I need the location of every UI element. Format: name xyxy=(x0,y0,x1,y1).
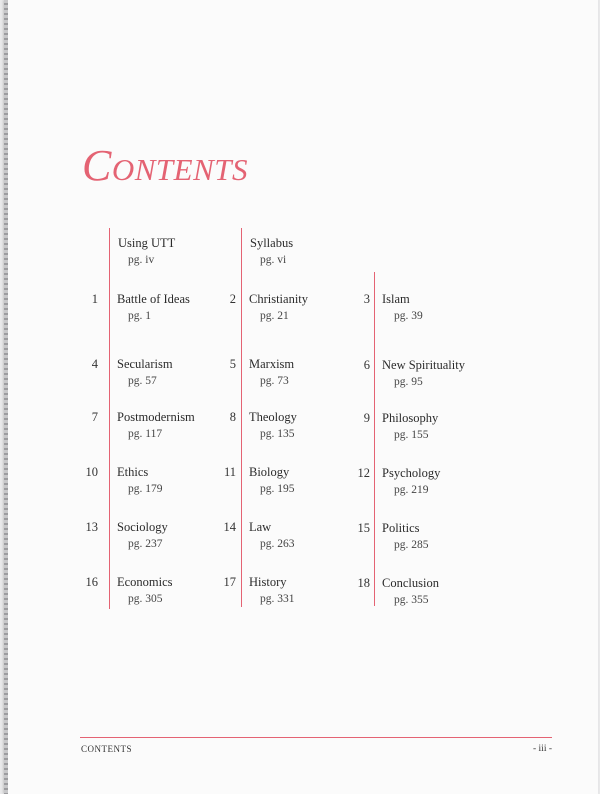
toc-chapter-title[interactable]: Theology xyxy=(249,410,297,424)
toc-chapter-number: 5 xyxy=(229,357,236,371)
toc-chapter-number: 16 xyxy=(85,575,98,589)
toc-chapter-page: pg. 117 xyxy=(128,428,163,440)
toc-chapter-page: pg. 1 xyxy=(128,310,151,322)
toc-chapter-page: pg. 179 xyxy=(128,483,163,495)
toc-chapter-page: pg. 355 xyxy=(394,594,429,606)
toc-chapter-title[interactable]: Marxism xyxy=(249,357,295,371)
toc-chapter-title[interactable]: Economics xyxy=(117,575,173,589)
toc-chapter-number: 4 xyxy=(91,357,98,371)
toc-frontmatter-page: pg. vi xyxy=(260,254,287,266)
toc-frontmatter-label[interactable]: Syllabus xyxy=(250,236,294,250)
spiral-binding-edge xyxy=(4,0,8,794)
toc-chapter-number: 13 xyxy=(85,520,98,534)
toc-chapter-page: pg. 39 xyxy=(394,310,423,322)
toc-chapter-number: 17 xyxy=(223,575,236,589)
toc-frontmatter-label[interactable]: Using UTT xyxy=(118,236,176,250)
toc-frontmatter-page: pg. iv xyxy=(128,254,155,266)
toc-chapter-page: pg. 95 xyxy=(394,376,423,388)
footer-section-label: CONTENTS xyxy=(81,744,132,754)
toc-chapter-title[interactable]: Postmodernism xyxy=(117,410,195,424)
toc-chapter-number: 10 xyxy=(85,465,98,479)
toc-chapter-number: 15 xyxy=(357,521,370,535)
toc-chapter-title[interactable]: Battle of Ideas xyxy=(117,292,190,306)
toc-chapter-title[interactable]: Biology xyxy=(249,465,290,479)
toc-chapter-page: pg. 195 xyxy=(260,483,295,495)
toc-chapter-number: 3 xyxy=(363,292,370,306)
toc-chapter-page: pg. 305 xyxy=(128,593,163,605)
toc-chapter-number: 12 xyxy=(357,466,370,480)
footer-rule xyxy=(80,737,552,738)
toc-chapter-title[interactable]: Ethics xyxy=(117,465,149,479)
toc-chapter-page: pg. 331 xyxy=(260,593,295,605)
toc-chapter-number: 9 xyxy=(363,411,370,425)
toc-chapter-number: 2 xyxy=(229,292,236,306)
column-rule-2 xyxy=(241,228,242,607)
toc-chapter-page: pg. 219 xyxy=(394,484,429,496)
toc-chapter-title[interactable]: Conclusion xyxy=(382,576,439,590)
toc-chapter-title[interactable]: Islam xyxy=(382,292,410,306)
toc-chapter-title[interactable]: New Spirituality xyxy=(382,358,465,372)
toc-chapter-number: 6 xyxy=(363,358,370,372)
toc-chapter-number: 14 xyxy=(223,520,236,534)
toc-chapter-number: 11 xyxy=(223,465,236,479)
toc-chapter-page: pg. 237 xyxy=(128,538,163,550)
toc-chapter-number: 1 xyxy=(91,292,98,306)
toc-chapter-page: pg. 73 xyxy=(260,375,289,387)
footer-page-number: - iii - xyxy=(533,744,552,754)
toc-chapter-number: 8 xyxy=(229,410,236,424)
toc-chapter-page: pg. 135 xyxy=(260,428,295,440)
toc-chapter-page: pg. 57 xyxy=(128,375,157,387)
toc-chapter-title[interactable]: Law xyxy=(249,520,272,534)
toc-chapter-page: pg. 263 xyxy=(260,538,295,550)
toc-chapter-number: 18 xyxy=(357,576,370,590)
toc-chapter-title[interactable]: Secularism xyxy=(117,357,173,371)
toc-chapter-title[interactable]: Psychology xyxy=(382,466,441,480)
toc-chapter-page: pg. 21 xyxy=(260,310,289,322)
toc-chapter-title[interactable]: Sociology xyxy=(117,520,168,534)
column-rule-3 xyxy=(374,272,375,606)
toc-chapter-page: pg. 285 xyxy=(394,539,429,551)
document-page xyxy=(4,0,598,794)
toc-chapter-number: 7 xyxy=(91,410,98,424)
toc-chapter-title[interactable]: History xyxy=(249,575,287,589)
column-rule-1 xyxy=(109,228,110,609)
toc-chapter-title[interactable]: Philosophy xyxy=(382,411,439,425)
page-title: Contents xyxy=(82,141,249,190)
toc-chapter-page: pg. 155 xyxy=(394,429,429,441)
toc-chapter-title[interactable]: Christianity xyxy=(249,292,309,306)
toc-chapter-title[interactable]: Politics xyxy=(382,521,420,535)
